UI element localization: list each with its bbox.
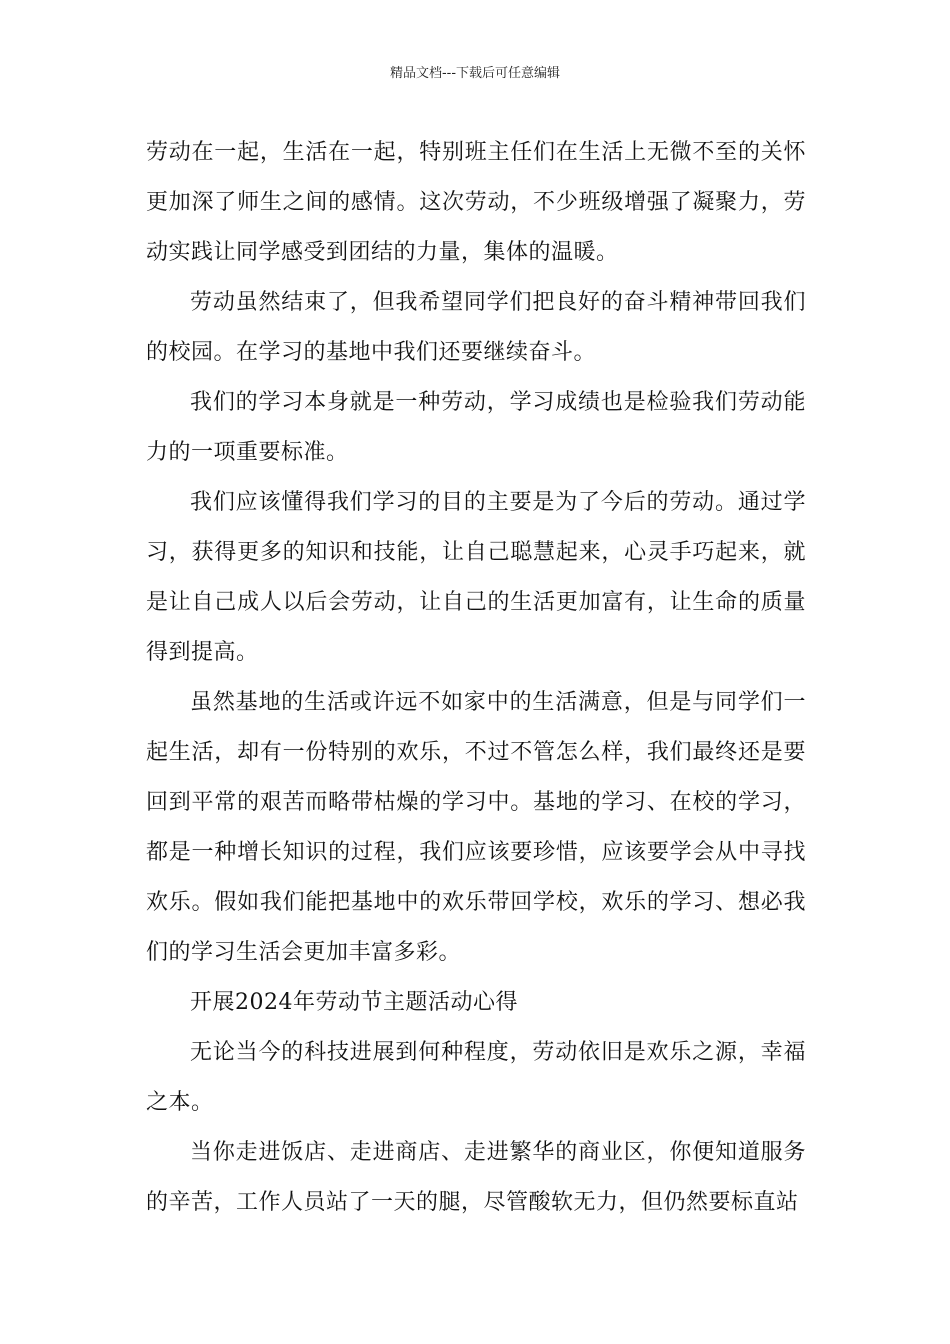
paragraph: 当你走进饭店、走进商店、走进繁华的商业区，你便知道服务的辛苦，工作人员站了一天的腿，尽管酸软无力，但仍然要标直站: [146, 1140, 806, 1215]
paragraph-continuation: 劳动在一起，生活在一起，特别班主任们在生活上无微不至的关怀更加深了师生之间的感情。这次劳动，不少班级增强了凝聚力，劳动实践让同学感受到团结的力量，集体的温暖。: [146, 140, 806, 265]
document-body: [146, 128, 806, 1228]
paragraph: 虽然基地的生活或许远不如家中的生活满意，但是与同学们一起生活，却有一份特别的欢乐，不过不管怎么样，我们最终还是要回到平常的艰苦而略带枯燥的学习中。基地的学习、在校的学习，都是一种增长知识的过程，我们应该要珍惜，应该要学会从中寻找欢乐。假如我们能把基地中的欢乐带回学校，欢乐的学习、想必我们的学习生活会更加丰富多彩。: [146, 690, 806, 965]
page-header: 精品文档---下载后可任意编辑: [389, 66, 561, 81]
section-heading: 开展2024年劳动节主题活动心得: [190, 990, 518, 1015]
paragraph: 我们的学习本身就是一种劳动，学习成绩也是检验我们劳动能力的一项重要标准。: [146, 390, 806, 465]
paragraph: 劳动虽然结束了，但我希望同学们把良好的奋斗精神带回我们的校园。在学习的基地中我们还要继续奋斗。: [146, 290, 806, 365]
paragraph: 我们应该懂得我们学习的目的主要是为了今后的劳动。通过学习，获得更多的知识和技能，让自己聪慧起来，心灵手巧起来，就是让自己成人以后会劳动，让自己的生活更加富有，让生命的质量得到提高。: [146, 490, 806, 665]
paragraph: 无论当今的科技进展到何种程度，劳动依旧是欢乐之源，幸福之本。: [146, 1040, 806, 1115]
